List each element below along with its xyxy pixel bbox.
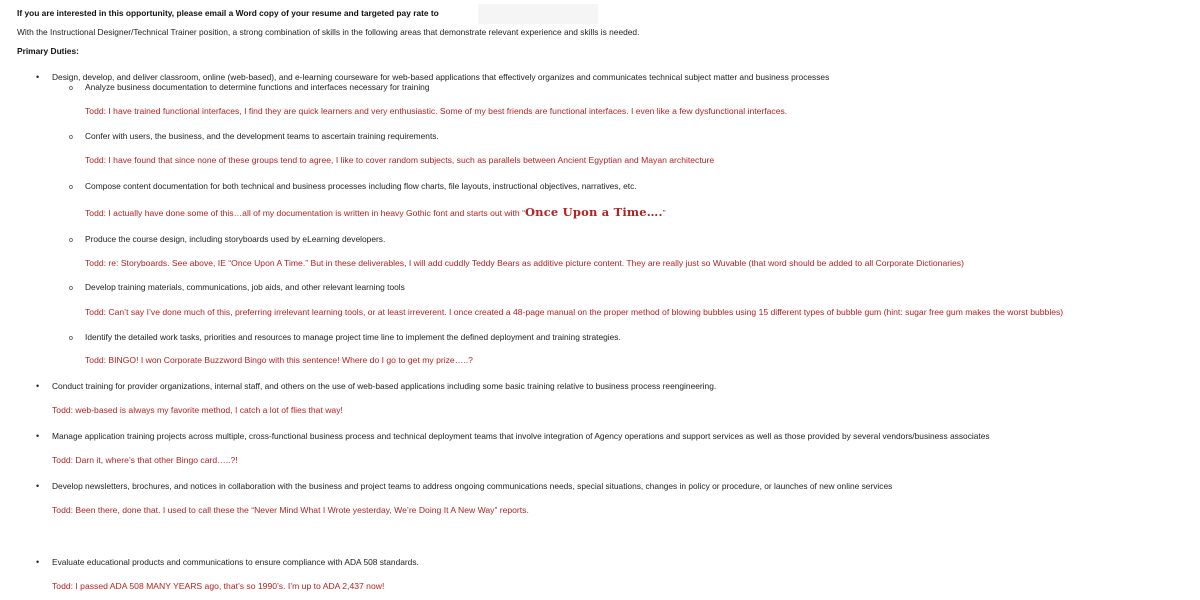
position-line: With the Instructional Designer/Technical Trainer position, a strong combination of skills in the following areas that demonstrate relevant experience and skills is needed. xyxy=(17,27,640,37)
sub-duty-3: Compose content documentation for both technical and business processes including flow charts, file layouts, instructional objectives, narratives, etc. xyxy=(85,181,637,191)
todd-comment-3-text: Todd: I actually have done some of this…all of my documentation is written in heavy Gothic font and starts out with “ xyxy=(85,208,525,218)
sub-duty-5: Develop training materials, communications, job aids, and other relevant learning tools xyxy=(85,282,405,292)
bullet-marker: • xyxy=(36,557,40,567)
duty-4: Develop newsletters, brochures, and notices in collaboration with the business and project teams to address ongoing communications needs, special situations, changes in policy or procedure, or launches of new online services xyxy=(52,481,893,491)
bullet-marker: • xyxy=(36,381,40,391)
sub-marker: o xyxy=(69,184,73,191)
todd-comment-6: Todd: BINGO! I won Corporate Buzzword Bingo with this sentence! Where do I go to get my prize…..? xyxy=(85,355,473,365)
todd-comment-4: Todd: re: Storyboards. See above, IE “Once Upon A Time.” But in these deliverables, I will add cuddly Teddy Bears as additive picture content. They are really just so Wuvable (that word should be added to all Corporate Dictionaries) xyxy=(85,258,964,268)
bullet-marker: • xyxy=(36,431,40,441)
duty-3: Manage application training projects across multiple, cross-functional business process and technical deployment teams that involve integration of Agency operations and support services as well as those provided by several vendors/business associates xyxy=(52,431,990,441)
sub-duty-6: Identify the detailed work tasks, priorities and resources to manage project time line to implement the defined deployment and training strategies. xyxy=(85,332,621,342)
todd-comment-8: Todd: Darn it, where’s that other Bingo card…..?! xyxy=(52,455,238,465)
sub-marker: o xyxy=(69,237,73,244)
sub-duty-2: Confer with users, the business, and the development teams to ascertain training requirements. xyxy=(85,131,439,141)
sub-marker: o xyxy=(69,134,73,141)
duty-2: Conduct training for provider organizations, internal staff, and others on the use of web-based applications including some basic training relative to business process reengineering. xyxy=(52,381,717,391)
intro-line: If you are interested in this opportunity, please email a Word copy of your resume and targeted pay rate to xyxy=(17,8,439,18)
todd-comment-9: Todd: Been there, done that. I used to call these the “Never Mind What I Wrote yesterday, We’re Doing It A New Way” reports. xyxy=(52,505,529,515)
todd-comment-3-close: ” xyxy=(662,208,666,218)
duties-heading: Primary Duties: xyxy=(17,46,79,56)
sub-duty-1: Analyze business documentation to determine functions and interfaces necessary for training xyxy=(85,82,430,92)
todd-comment-1: Todd: I have trained functional interfaces, I find they are quick learners and very enthusiastic. Some of my best friends are functional interfaces. I even like a few dysfunctional interfaces. xyxy=(85,106,788,116)
gothic-once-upon-a-time: Once Upon a Time…. xyxy=(524,205,663,219)
sub-marker: o xyxy=(69,285,73,292)
sub-duty-4: Produce the course design, including storyboards used by eLearning developers. xyxy=(85,234,386,244)
todd-comment-7: Todd: web-based is always my favorite method, I catch a lot of flies that way! xyxy=(52,405,343,415)
bullet-marker: • xyxy=(36,481,40,491)
sub-marker: o xyxy=(69,85,73,92)
sub-marker: o xyxy=(69,335,73,342)
todd-comment-2: Todd: I have found that since none of these groups tend to agree, I like to cover random subjects, such as parallels between Ancient Egyptian and Mayan architecture xyxy=(85,155,715,165)
duty-1: Design, develop, and deliver classroom, online (web-based), and e-learning courseware for web-based applications that effectively organizes and communicates technical subject matter and business processes xyxy=(52,72,830,82)
bullet-marker: • xyxy=(36,72,40,82)
todd-comment-10: Todd: I passed ADA 508 MANY YEARS ago, that’s so 1990’s. I’m up to ADA 2,437 now! xyxy=(52,581,385,591)
duty-5: Evaluate educational products and communications to ensure compliance with ADA 508 standards. xyxy=(52,557,419,567)
todd-comment-3 xyxy=(85,207,666,219)
todd-comment-5: Todd: Can’t say I’ve done much of this, preferring irrelevant learning tools, or at least irreverent. I once created a 48-page manual on the proper method of blowing bubbles using 15 different types of bubble gum (hint: sugar free gum makes the worst bubbles) xyxy=(85,307,1064,317)
redacted-email xyxy=(478,4,598,24)
